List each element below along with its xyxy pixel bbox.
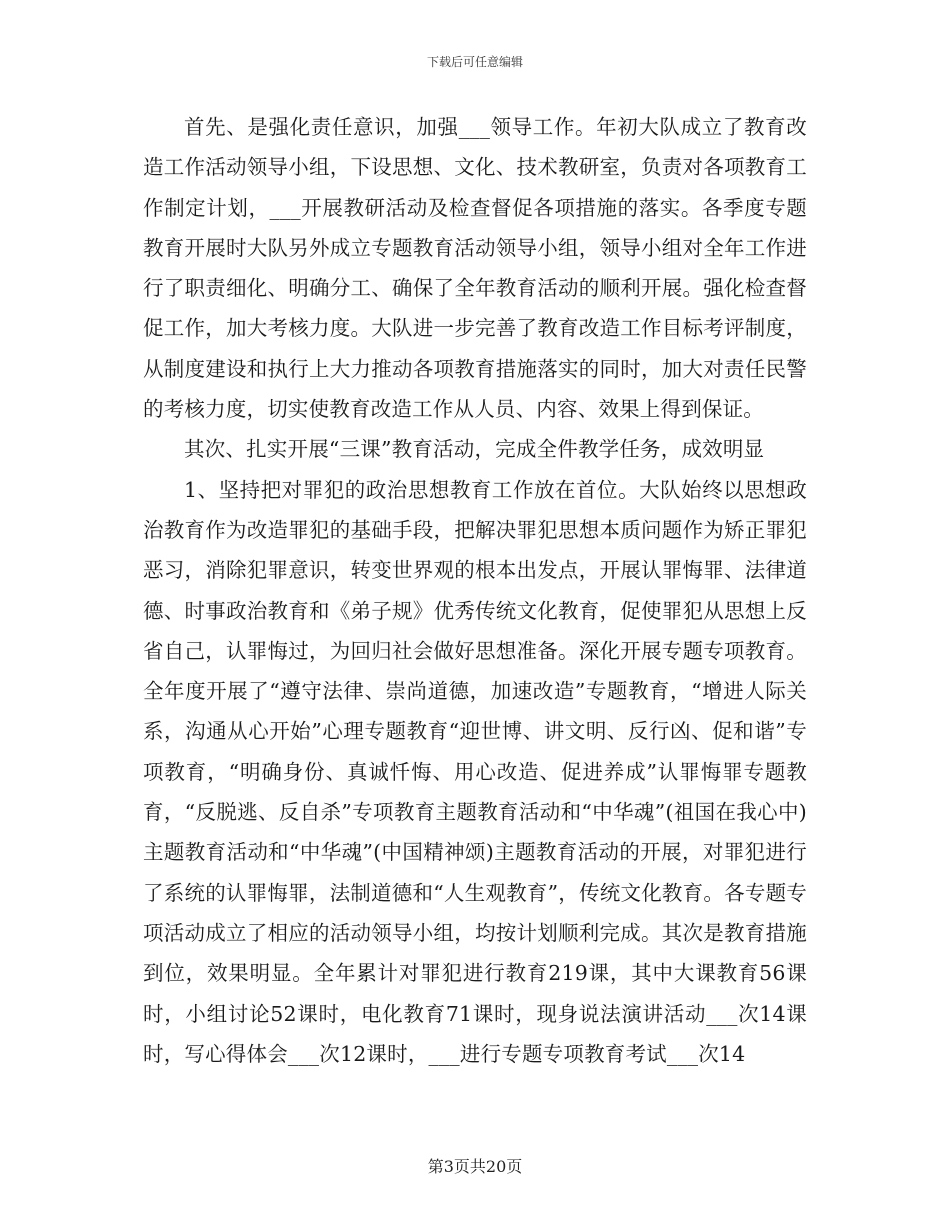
page-number: 第3页共20页 (427, 1157, 523, 1176)
paragraph-political-education: 1、坚持把对罪犯的政治思想教育工作放在首位。大队始终以思想政治教育作为改造罪犯的基础手段，把解决罪犯思想本质问题作为矫正罪犯恶习，消除犯罪意识，转变世界观的根本出发点，开展认罪悔罪、法律道德、时事政治教育和《弟子规》优秀传统文化教育，促使罪犯从思想上反省自己，认罪悔过，为回归社会做好思想准备。深化开展专题专项教育。全年度开展了“遵守法律、崇尚道德，加速改造”专题教育，“增进人际关系，沟通从心开始”心理专题教育“迎世博、讲文明、反行凶、促和谐”专项教育，“明确身份、真诚忏悔、用心改造、促进养成”认罪悔罪专题教育，“反脱逃、反自杀”专项教育主题教育活动和“中华魂”(祖国在我心中)主题教育活动和“中华魂”(中国精神颂)主题教育活动的开展，对罪犯进行了系统的认罪悔罪，法制道德和“人生观教育”，传统文化教育。各专题专项活动成立了相应的活动领导小组，均按计划顺利完成。其次是教育措施到位，效果明显。全年累计对罪犯进行教育219课，其中大课教育56课时，小组讨论52课时，电化教育71课时，现身说法演讲活动___次14课时，写心得体会___次12课时，___进行专题专项教育考试___次14 (143, 477, 807, 1066)
document-body (143, 107, 807, 1074)
page-header: 下载后可任意编辑 (426, 55, 523, 69)
paragraph-leadership: 首先、是强化责任意识，加强___领导工作。年初大队成立了教育改造工作活动领导小组，下设思想、文化、技术教研室，负责对各项教育工作制定计划，___开展教研活动及检查督促各项措施的落实。各季度专题教育开展时大队另外成立专题教育活动领导小组，领导小组对全年工作进行了职责细化、明确分工、确保了全年教育活动的顺利开展。强化检查督促工作，加大考核力度。大队进一步完善了教育改造工作目标考评制度，从制度建设和执行上大力推动各项教育措施落实的同时，加大对责任民警的考核力度，切实使教育改造工作从人员、内容、效果上得到保证。 (143, 115, 807, 422)
paragraph-three-courses: 其次、扎实开展“三课”教育活动，完成全件教学任务，成效明显 (184, 437, 765, 462)
